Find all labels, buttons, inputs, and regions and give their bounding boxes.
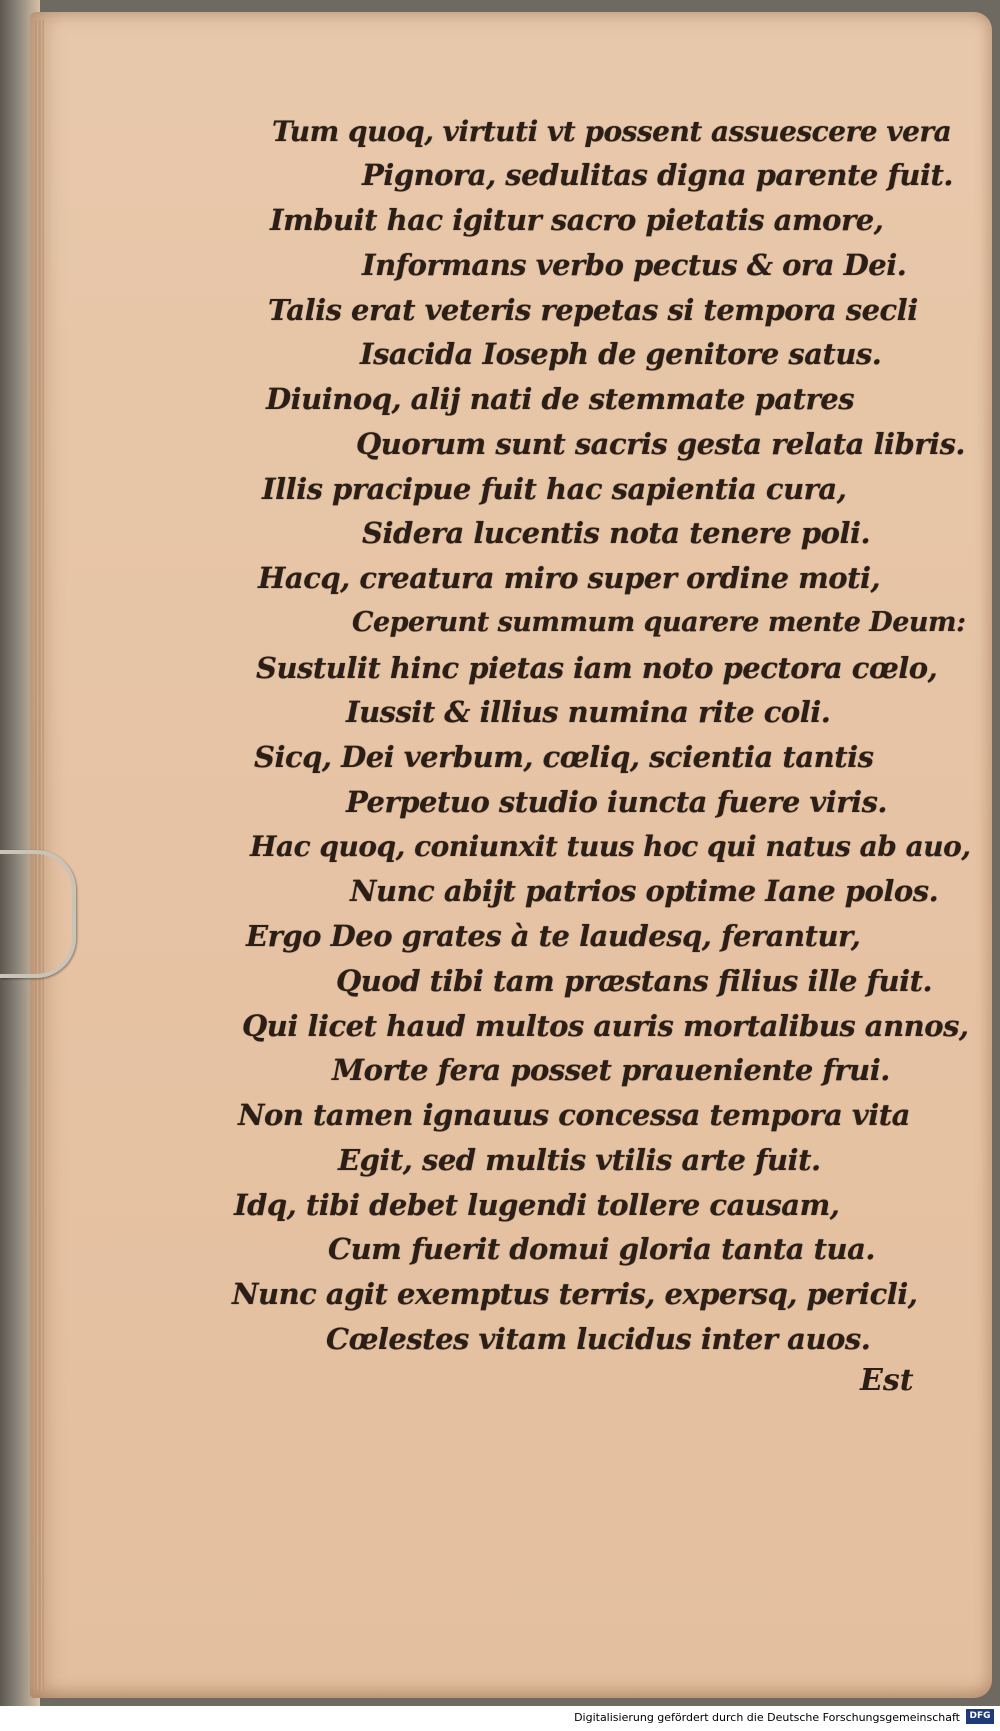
verse-line: Tum quoq, virtuti vt possent assuescere vera xyxy=(272,115,952,148)
verse-line: Isacida Ioseph de genitore satus. xyxy=(360,337,882,371)
verse-line: Perpetuo studio iuncta fuere viris. xyxy=(346,785,887,819)
verse-line: Ergo Deo grates à te laudesq, ferantur, xyxy=(246,919,861,953)
verse-line: Morte fera posset praueniente frui. xyxy=(332,1053,890,1087)
verse-line: Nunc agit exemptus terris, expersq, pericli, xyxy=(232,1277,918,1311)
verse-line: Illis pracipue fuit hac sapientia cura, xyxy=(262,472,847,506)
catchword: Est xyxy=(860,1363,914,1398)
verse-line: Quorum sunt sacris gesta relata libris. xyxy=(356,427,965,461)
verse-line: Hacq, creatura miro super ordine moti, xyxy=(258,561,881,595)
verse-line: Sicq, Dei verbum, cœliq, scientia tantis xyxy=(254,740,874,774)
verse-line: Talis erat veteris repetas si tempora secli xyxy=(268,293,918,327)
verse-line: Hac quoq, coniunxit tuus hoc qui natus ab auo, xyxy=(250,830,971,863)
verse-line: Quod tibi tam præstans filius ille fuit. xyxy=(336,964,933,998)
verse-line: Informans verbo pectus & ora Dei. xyxy=(362,248,907,282)
verse-line: Iussit & illius numina rite coli. xyxy=(346,695,831,729)
verse-line: Diuinoq, alij nati de stemmate patres xyxy=(266,382,855,416)
dfg-logo-icon: DFG xyxy=(966,1709,994,1724)
verse-line: Cum fuerit domui gloria tanta tua. xyxy=(328,1232,875,1266)
verse-line: Sidera lucentis nota tenere poli. xyxy=(362,516,871,550)
verse-line: Non tamen ignauus concessa tempora vita xyxy=(238,1098,910,1132)
verse-line: Qui licet haud multos auris mortalibus annos, xyxy=(242,1009,969,1043)
verse-line: Cœlestes vitam lucidus inter auos. xyxy=(326,1322,871,1356)
verse-line: Imbuit hac igitur sacro pietatis amore, xyxy=(270,203,884,237)
verse-line: Egit, sed multis vtilis arte fuit. xyxy=(338,1143,821,1177)
verse-line: Ceperunt summum quarere mente Deum: xyxy=(352,607,966,638)
funding-credit: Digitalisierung gefördert durch die Deutsche Forschungsgemeinschaft xyxy=(574,1711,960,1724)
verse-line: Pignora, sedulitas digna parente fuit. xyxy=(362,158,954,192)
verse-line: Idq, tibi debet lugendi tollere causam, xyxy=(234,1188,840,1222)
verse-line: Sustulit hinc pietas iam noto pectora cœlo, xyxy=(256,651,938,685)
verse-line: Nunc abijt patrios optime Iane polos. xyxy=(350,874,939,908)
